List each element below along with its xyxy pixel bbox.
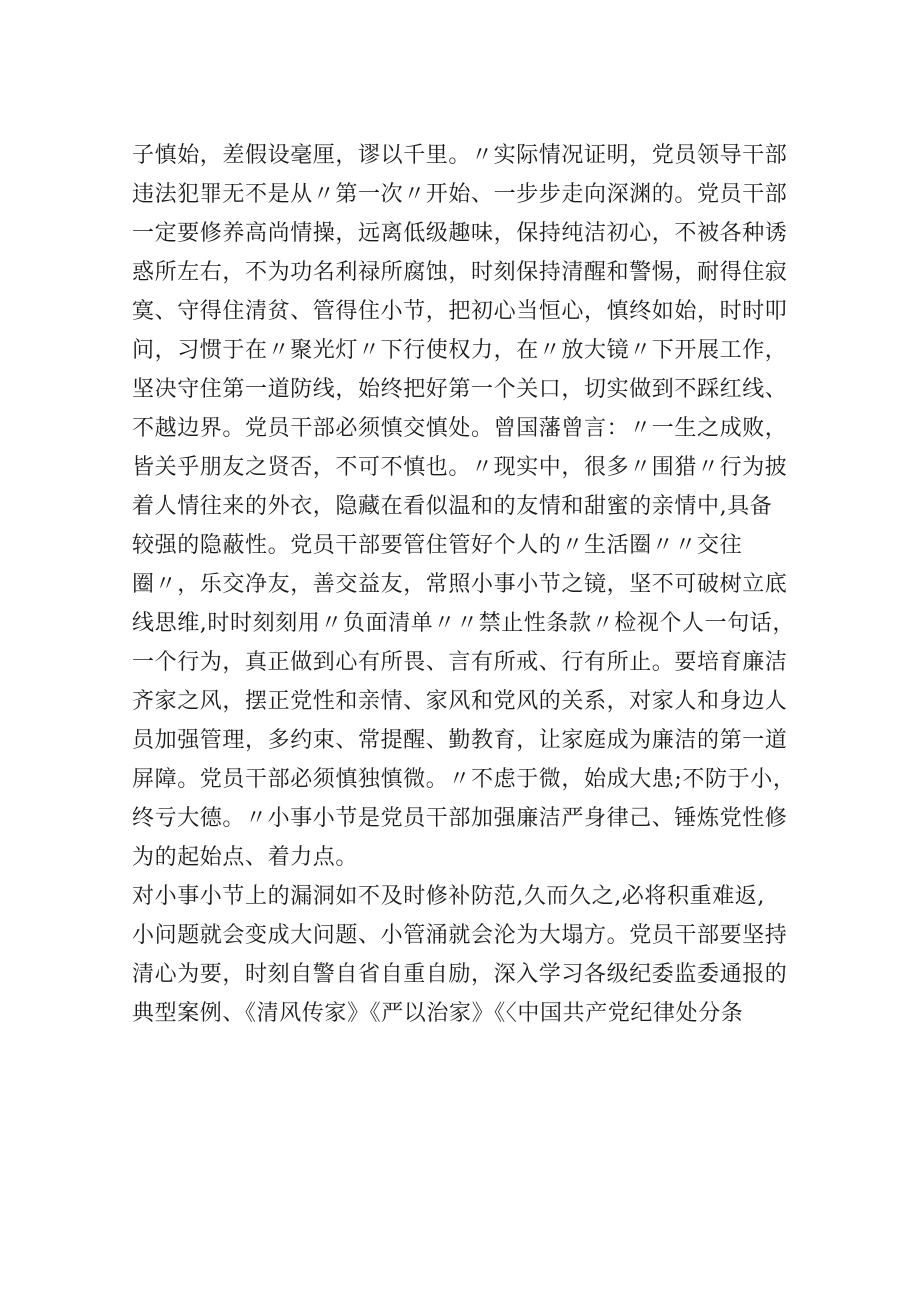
text-line: 终亏大德。〃小事小节是党员干部加强廉洁严身律己、锤炼党性修 <box>132 806 788 831</box>
text-line: 小问题就会变成大问题、小管涌就会沦为大塌方。党员干部要坚持 <box>132 923 788 948</box>
text-line: 问，习惯于在〃聚光灯〃下行使权力，在〃放大镜〃下开展工作， <box>132 338 788 363</box>
text-line: 齐家之风，摆正党性和亲情、家风和党风的关系，对家人和身边人 <box>132 689 788 714</box>
text-line: 典型案例、《清风传家》《严以治家》《〈中国共产党纪律处分条 <box>132 1001 744 1026</box>
text-line: 较强的隐蔽性。党员干部要管住管好个人的〃生活圈〃〃交往 <box>132 533 743 558</box>
text-line: 为的起始点、着力点。 <box>132 845 359 870</box>
text-line: 着人情往来的外衣，隐藏在看似温和的友情和甜蜜的亲情中,具备 <box>132 494 773 519</box>
text-line: 惑所左右，不为功名利禄所腐蚀，时刻保持清醒和警惕，耐得住寂 <box>132 260 788 285</box>
text-line: 清心为要，时刻自警自省自重自励，深入学习各级纪委监委通报的 <box>132 962 788 987</box>
text-line: 圈〃，乐交净友，善交益友，常照小事小节之镜，坚不可破树立底 <box>132 572 788 597</box>
text-line: 屏障。党员干部必须慎独慎微。〃不虑于微，始成大患;不防于小， <box>132 767 796 792</box>
text-line: 一定要修养高尚情操，远离低级趣味，保持纯洁初心，不被各种诱 <box>132 221 788 246</box>
text-line: 线思维,时时刻刻用〃负面清单〃〃禁止性条款〃检视个人一句话， <box>132 611 795 636</box>
text-line: 违法犯罪无不是从〃第一次〃开始、一步步走向深渊的。党员干部 <box>132 182 788 207</box>
text-line: 员加强管理，多约束、常提醒、勤教育，让家庭成为廉洁的第一道 <box>132 728 788 753</box>
text-line: 坚决守住第一道防线，始终把好第一个关口，切实做到不踩红线、 <box>132 377 788 402</box>
text-line: 皆关乎朋友之贤否，不可不慎也。〃现实中，很多〃围猎〃行为披 <box>132 455 788 480</box>
body-text <box>132 136 802 1033</box>
text-line: 一个行为，真正做到心有所畏、言有所戒、行有所止。要培育廉洁 <box>132 650 788 675</box>
text-line: 对小事小节上的漏洞如不及时修补防范,久而久之,必将积重难返, <box>132 884 765 909</box>
text-line: 不越边界。党员干部必须慎交慎处。曾国藩曾言：〃一生之成败， <box>132 416 788 441</box>
text-line: 寞、守得住清贫、管得住小节，把初心当恒心，慎终如始，时时叩 <box>132 299 788 324</box>
text-line: 子慎始，差假设毫厘，谬以千里。〃实际情况证明，党员领导干部 <box>132 143 788 168</box>
